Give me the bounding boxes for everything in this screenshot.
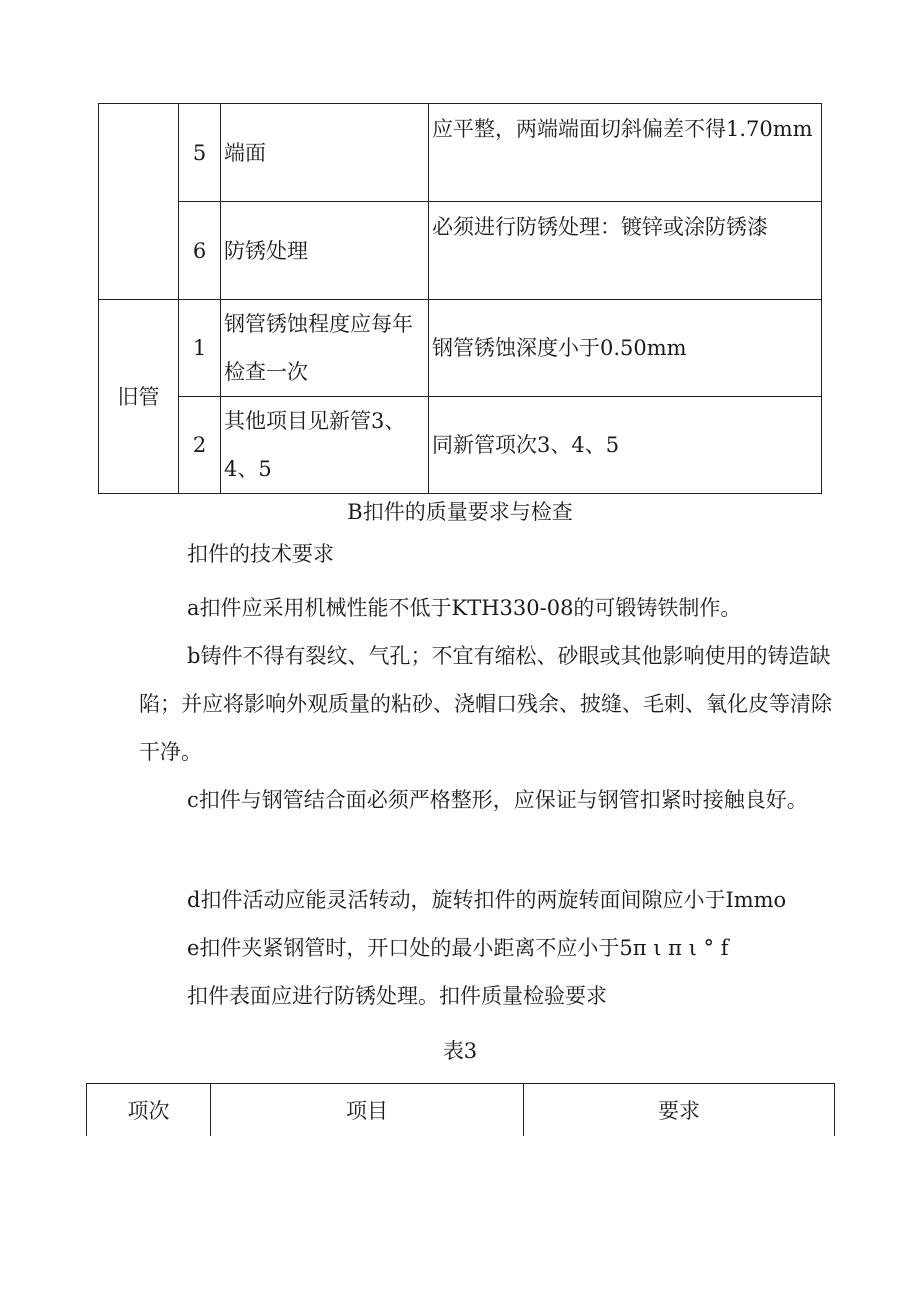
table-caption: 表3	[442, 1039, 478, 1063]
header-cell: 要求	[524, 1084, 835, 1137]
row-number: 1	[179, 300, 221, 397]
row-number: 2	[179, 397, 221, 494]
table-row	[99, 397, 822, 494]
row-number: 5	[179, 104, 221, 202]
table-row	[99, 202, 822, 300]
table-row	[99, 300, 822, 397]
fastener-inspection-table	[86, 1083, 835, 1136]
requirement-cell: 应平整，两端端面切斜偏差不得1.70mm	[429, 104, 822, 202]
paragraph-b: b铸件不得有裂纹、气孔；不宜有缩松、砂眼或其他影响使用的铸造缺陷；并应将影响外观质量的粘砂、浇帽口残余、披缝、毛刺、氧化皮等清除干净。	[139, 644, 832, 764]
category-cell	[99, 104, 179, 300]
row-number: 6	[179, 202, 221, 300]
item-cell: 其他项目见新管3、4、5	[221, 397, 429, 494]
paragraph-tech-requirements: 扣件的技术要求	[187, 542, 334, 566]
item-cell: 钢管锈蚀程度应每年检查一次	[221, 300, 429, 397]
paragraph-c: c扣件与钢管结合面必须严格整形，应保证与钢管扣紧时接触良好。	[187, 788, 808, 812]
header-cell: 项目	[211, 1084, 524, 1137]
requirement-cell: 必须进行防锈处理：镀锌或涂防锈漆	[429, 202, 822, 300]
table-header-row	[87, 1084, 835, 1137]
header-cell: 项次	[87, 1084, 211, 1137]
paragraph-e: e扣件夹紧钢管时，开口处的最小距离不应小于5π ι π ι ° f	[187, 936, 729, 960]
pipe-quality-table	[98, 103, 822, 494]
table-row	[99, 104, 822, 202]
paragraph-d: d扣件活动应能灵活转动，旋转扣件的两旋转面间隙应小于Immo	[187, 888, 787, 912]
item-cell: 防锈处理	[221, 202, 429, 300]
paragraph-a: a扣件应采用机械性能不低于KTH330-08的可锻铸铁制作。	[187, 596, 742, 620]
requirement-cell: 钢管锈蚀深度小于0.50mm	[429, 300, 822, 397]
section-heading: B扣件的质量要求与检查	[347, 500, 573, 524]
category-cell: 旧管	[99, 300, 179, 494]
item-cell: 端面	[221, 104, 429, 202]
paragraph-f: 扣件表面应进行防锈处理。扣件质量检验要求	[187, 984, 607, 1008]
requirement-cell: 同新管项次3、4、5	[429, 397, 822, 494]
